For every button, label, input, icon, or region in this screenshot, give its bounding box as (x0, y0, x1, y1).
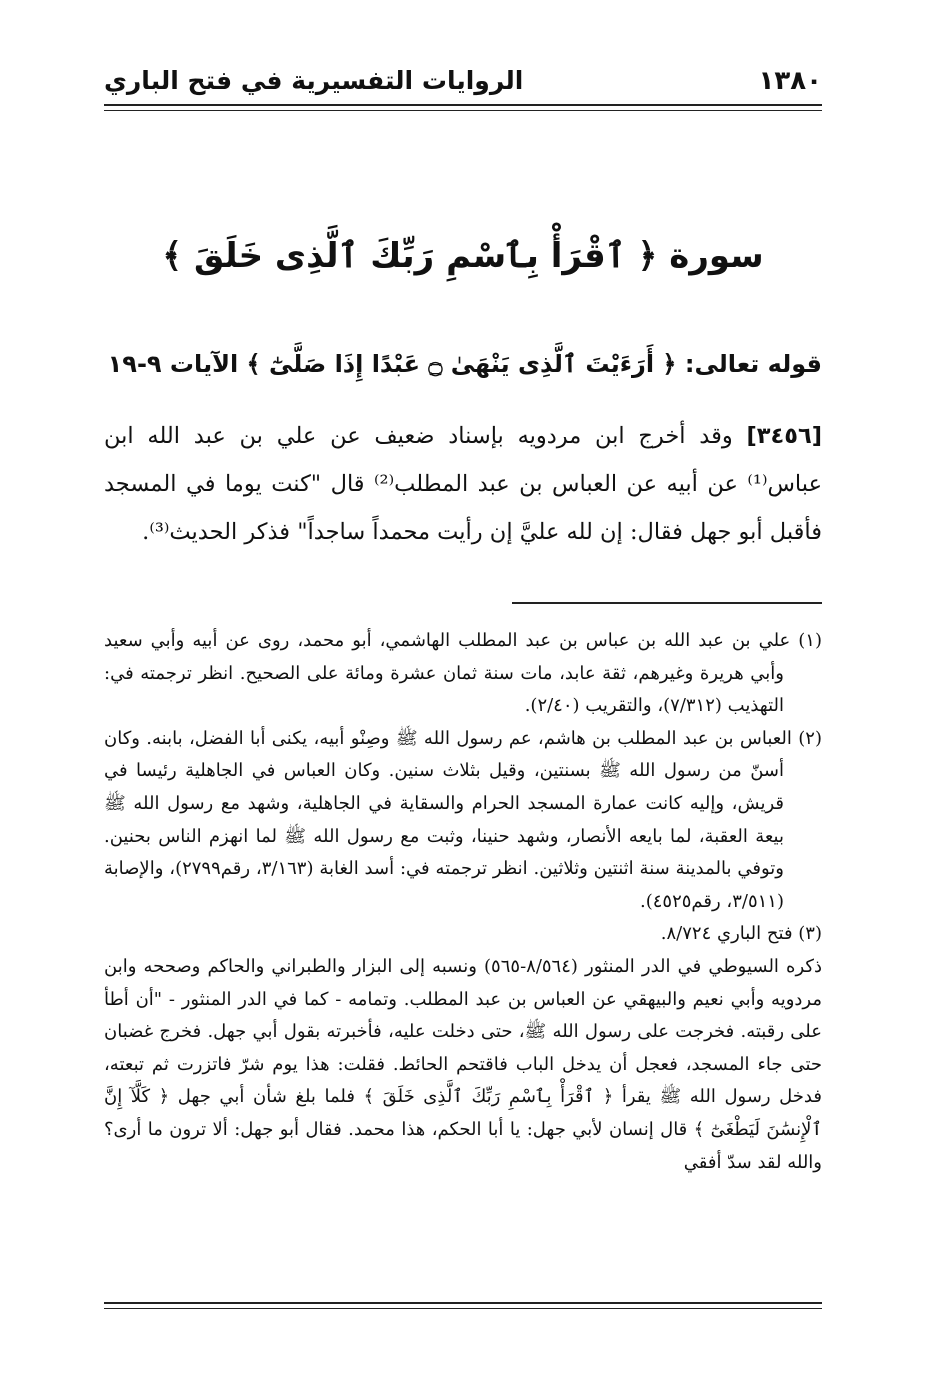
footnote-3-continuation: ذكره السيوطي في الدر المنثور (٨/٥٦٤-٥٦٥) ونسبه إلى البزار والطبراني والحاكم وصححه وابن مردويه وأبي نعيم والبيهقي عن العباس بن عبد المطلب. وتمامه - كما في الدر المنثور - "أن أطأ على رقبته. فخرجت على رسول الله ﷺ، حتى دخلت عليه، فأخبرته بقول أبي جهل. فخرج غضبان حتى جاء المسجد، فعجل أن يدخل الباب فاقتحم الحائط. فقلت: هذا يوم شرّ فاتزرت ثم تبعته، فدخل رسول الله ﷺ يقرأ ﴿ ٱقْرَأْ بِٱسْمِ رَبِّكَ ٱلَّذِى خَلَقَ ﴾ فلما بلغ شأن أبي جهل ﴿ كَلَّآ إِنَّ ٱلْإِنسَٰنَ لَيَطْغَىٰٓ ﴾ قال إنسان لأبي جهل: يا أبا الحكم، هذا محمد. فقال أبو جهل: ألا ترون ما أرى؟ والله لقد سدّ أفقي (104, 955, 822, 1173)
verse-heading: قوله تعالى: ﴿ أَرَءَيْتَ ٱلَّذِى يَنْهَىٰ ۝ عَبْدًا إِذَا صَلَّىٰٓ ﴾ الآيات ٩-١٩ (107, 350, 822, 378)
footer-rule (104, 1302, 822, 1309)
footnotes (104, 625, 822, 1179)
header-rule (104, 104, 822, 111)
page-number: ١٣٨٠ (758, 66, 822, 96)
running-title: الروايات التفسيرية في فتح الباري (104, 66, 524, 95)
footnote-separator (512, 602, 822, 604)
footnote-2: (٢) العباس بن عبد المطلب بن هاشم، عم رسول الله ﷺ وصِنْو أبيه، يكنى أبا الفضل، بابنه. وكان أسنّ من رسول الله ﷺ بسنتين، وقيل بثلاث سنين. وكان العباس في الجاهلية رئيسا في قريش، وإليه كانت عمارة المسجد الحرام والسقاية في الجاهلية، وشهد مع رسول الله ﷺ بيعة العقبة، لما بايعه الأنصار، وشهد حنينا، وثبت مع رسول الله ﷺ لما انهزم الناس بحنين. وتوفي بالمدينة سنة اثنتين وثلاثين. انظر ترجمته في: أسد الغابة (٣/١٦٣، رقم٢٧٩٩)، والإصابة (٣/٥١١، رقم٤٥٢٥). (104, 727, 822, 912)
hadith-paragraph (104, 412, 822, 556)
footnote-1: (١) علي بن عبد الله بن عباس بن عبد المطلب الهاشمي، أبو محمد، روى عن أبيه وأبي سعيد وأبي هريرة وغيرهم، ثقة عابد، مات سنة ثمان عشرة ومائة على الصحيح. انظر ترجمته في: التهذيب (٧/٣١٢)، والتقريب (٢/٤٠). (104, 630, 822, 717)
hadith-text: وقد أخرج ابن مردويه بإسناد ضعيف عن علي بن عبد الله ابن عباس⁽¹⁾ عن أبيه عن العباس بن عبد المطلب⁽²⁾ قال "كنت يوما في المسجد فأقبل أبو جهل فقال: إن لله عليَّ إن رأيت محمداً ساجداً" فذكر الحديث⁽³⁾. (104, 423, 822, 545)
footnote-3: (٣) فتح الباري ٨/٧٢٤. (660, 923, 822, 945)
page-header (104, 62, 822, 102)
surah-title: سورة ﴿ ٱقْرَأْ بِٱسْمِ رَبِّكَ ٱلَّذِى خَلَقَ ﴾ (162, 236, 764, 276)
hadith-number: [٣٤٥٦] (746, 423, 822, 449)
